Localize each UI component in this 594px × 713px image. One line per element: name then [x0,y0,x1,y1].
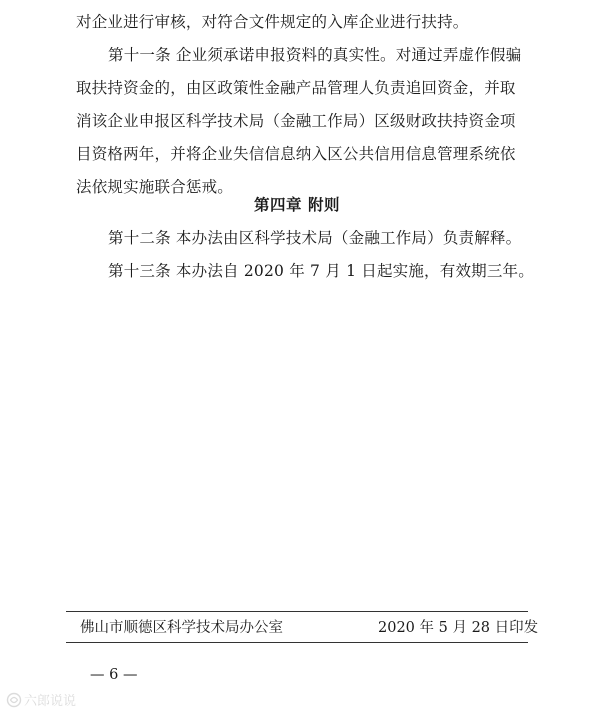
print-date: 2020 年 5 月 28 日印发 [378,620,539,636]
article-11-line-3: 消该企业申报区科学技术局（金融工作局）区级财政扶持资金项 [76,112,516,130]
chapter-heading: 第四章 附则 [254,196,340,214]
footer-bottom-rule [66,642,528,643]
watermark-text: 六郎说说 [24,694,77,709]
page-number: — 6 — [90,667,138,683]
footer-top-rule [66,611,528,612]
article-11-line-4: 目资格两年，并将企业失信信息纳入区公共信用信息管理系统依 [76,145,516,163]
logo-icon [8,694,21,707]
issuer-name: 佛山市顺德区科学技术局办公室 [80,620,283,636]
article-11-line-2: 取扶持资金的，由区政策性金融产品管理人负责追回资金，并取 [76,79,516,97]
article-11-line-1: 第十一条 企业须承诺申报资料的真实性。对通过弄虚作假骗 [108,46,522,64]
article-11-line-5: 法依规实施联合惩戒。 [76,178,234,196]
body-line-1: 对企业进行审核，对符合文件规定的入库企业进行扶持。 [76,13,469,31]
article-12: 第十二条 本办法由区科学技术局（金融工作局）负责解释。 [108,229,522,247]
watermark-logo [6,690,94,710]
article-13: 第十三条 本办法自 2020 年 7 月 1 日起实施，有效期三年。 [108,262,534,280]
